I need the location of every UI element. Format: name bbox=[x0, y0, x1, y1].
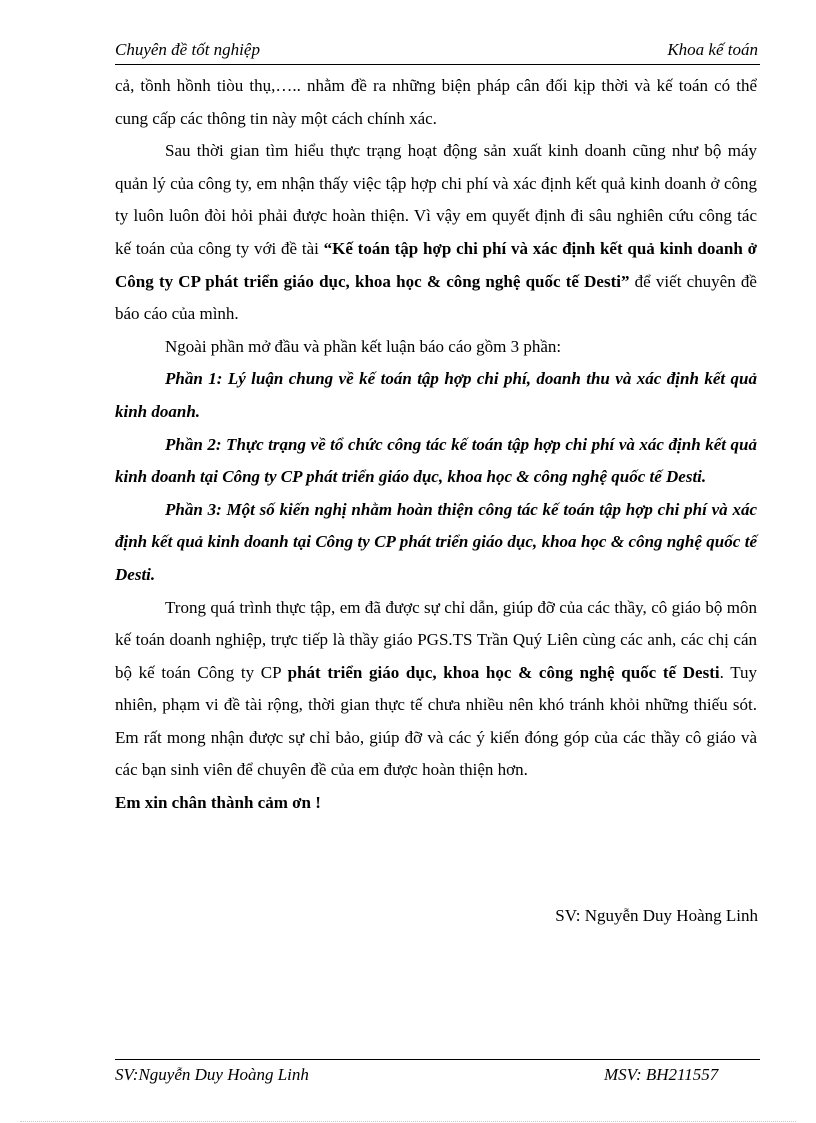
part-3-heading: Phần 3: Một số kiến nghị nhằm hoàn thiện công tác kế toán tập hợp chi phí và xác định kết quả kinh doanh tại Công ty CP phát triển giáo dục, khoa học & công nghệ quốc tế Desti. bbox=[115, 499, 757, 584]
part-1-heading: Phần 1: Lý luận chung về kế toán tập hợp chi phí, doanh thu và xác định kết quả kinh doanh. bbox=[115, 369, 757, 421]
header-right-text: Khoa kế toán bbox=[667, 40, 758, 59]
company-name: phát triển giáo dục, khoa học & công nghệ quốc tế Desti bbox=[287, 662, 720, 682]
page-bottom-divider bbox=[20, 1121, 796, 1122]
document-body bbox=[115, 70, 757, 820]
header-left-text: Chuyên đề tốt nghiệp bbox=[115, 40, 260, 59]
paragraph-structure-intro: Ngoài phần mở đầu và phần kết luận báo cáo gồm 3 phần: bbox=[165, 336, 562, 356]
paragraph-topic bbox=[115, 135, 757, 331]
paragraph-acknowledgement bbox=[115, 592, 757, 788]
part-2-heading: Phần 2: Thực trạng về tổ chức công tác kế toán tập hợp chi phí và xác định kết quả kinh doanh tại Công ty CP phát triển giáo dục, khoa học & công nghệ quốc tế Desti. bbox=[115, 434, 757, 487]
paragraph-topic-text-1: Sau thời gian tìm hiểu thực trạng hoạt động sản xuất kinh doanh cũng như bộ máy quản lý của công ty, em nhận thấy việc tập hợp chi phí và xác định kết quả kinh doanh ở công ty luôn luôn đòi hỏi phải được hoàn thiện. Vì vậy em quyết định đi sâu nghiên cứu công tác kế toán của công ty với đề tài bbox=[115, 141, 757, 258]
page-header bbox=[115, 38, 760, 65]
paragraph-topic-text-2: để viết chuyên đề báo cáo của mình. bbox=[115, 271, 757, 324]
footer-student-id: MSV: BH211557 bbox=[604, 1065, 719, 1084]
student-signature: SV: Nguyễn Duy Hoàng Linh bbox=[555, 906, 758, 925]
footer-student-name: SV:Nguyễn Duy Hoàng Linh bbox=[115, 1065, 309, 1084]
thanks-line: Em xin chân thành cảm ơn ! bbox=[115, 793, 321, 813]
paragraph-continuation: cả, tồnh hồnh tiòu thụ,….. nhằm đề ra những biện pháp cân đối kịp thời và kế toán có thể cung cấp các thông tin này một cách chính xác. bbox=[115, 76, 757, 128]
paragraph-ack-text-2: . Tuy nhiên, phạm vi đề tài rộng, thời gian thực tế chưa nhiều nên khó tránh khỏi những thiếu sót. Em rất mong nhận được sự chỉ bảo, giúp đỡ và các ý kiến đóng góp của các thầy cô giáo và các bạn sinh viên để chuyên đề của em được hoàn thiện hơn. bbox=[115, 662, 758, 780]
thesis-title: “Kế toán tập hợp chi phí và xác định kết quả kinh doanh ở Công ty CP phát triển giáo dục, khoa học & công nghệ quốc tế Desti” bbox=[115, 238, 757, 291]
page-footer bbox=[115, 1059, 760, 1088]
paragraph-ack-text-1: Trong quá trình thực tập, em đã được sự chỉ dẫn, giúp đỡ của các thầy, cô giáo bộ môn kế toán doanh nghiệp, trực tiếp là thầy giáo PGS.TS Trần Quý Liên cùng các anh, các chị cán bộ kế toán Công ty CP bbox=[115, 597, 757, 682]
